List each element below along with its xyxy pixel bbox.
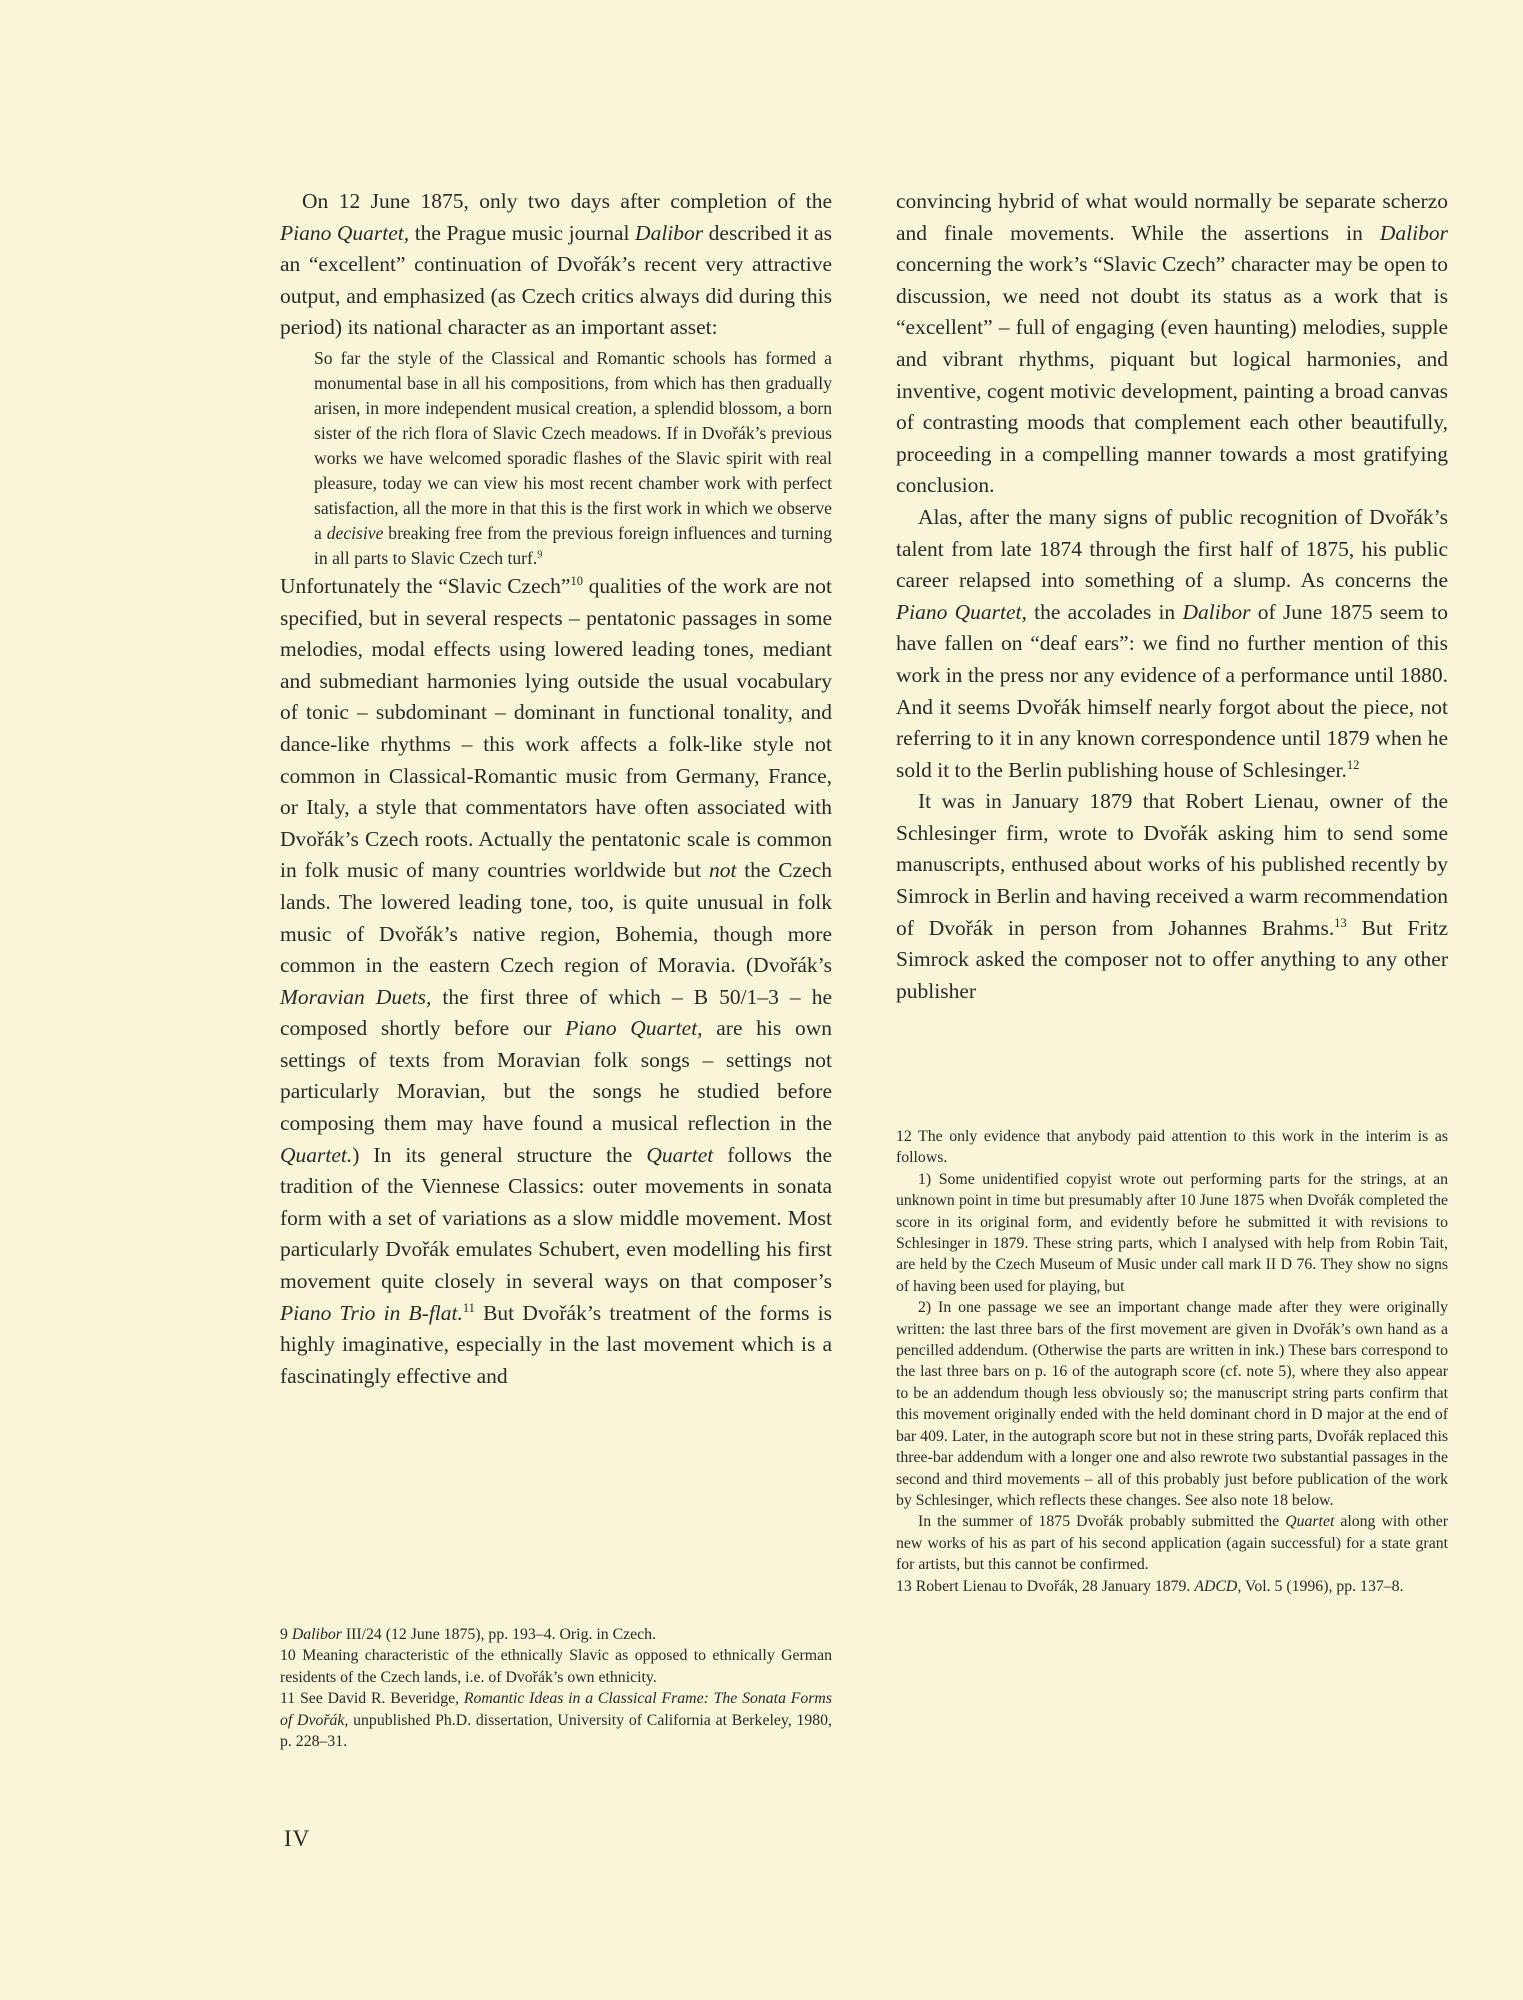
- text-run: along with other new works of his as part of his second application (again successful) for a state grant for artists, but this cannot be confirmed.: [896, 1513, 1448, 1574]
- text-run: III/24 (12 June 1875), pp. 193–4. Orig. in Czech.: [341, 1626, 657, 1643]
- footnote-continuation: [896, 1297, 1448, 1511]
- body-paragraph: [280, 186, 832, 344]
- text-run: 12 The only evidence that anybody paid attention to this work in the interim is as follows.: [896, 1128, 1448, 1167]
- text-run: convincing hybrid of what would normally be separate scherzo and finale movements. While the assertions in: [896, 189, 1448, 245]
- italic-text: Moravian Duets,: [280, 984, 432, 1009]
- footnote: [896, 1126, 1448, 1169]
- text-run: But Fritz Simrock asked the composer not to offer anything to any other publisher: [896, 915, 1448, 1003]
- text-run: described it as an “excellent” continuation of Dvořák’s recent very attractive output, and emphasized (as Czech critics always did during this period) its national character as an important asset:: [280, 220, 832, 340]
- text-run: On 12 June 1875, only two days after completion of the: [302, 189, 832, 213]
- body-paragraph: [896, 786, 1448, 1007]
- text-run: In the summer of 1875 Dvořák probably submitted the: [918, 1513, 1286, 1531]
- text-run: 13 Robert Lienau to Dvořák, 28 January 1879.: [896, 1577, 1195, 1595]
- text-run: Alas, after the many signs of public recognition of Dvořák’s talent from late 1874 through the first half of 1875, his public career relapsed into something of a slump. As concerns the: [896, 504, 1448, 593]
- text-run: So far the style of the Classical and Romantic schools has formed a monumental base in all his compositions, from which has then gradually arisen, in more independent musical creation, a splendid blossom, a born sister of the rich flora of Slavic Czech meadows. If in Dvořák’s previous works we have welcomed sporadic flashes of the Slavic spirit with real pleasure, today we can view his most recent chamber work with perfect satisfaction, all the more in that this is the first work in which we observe a: [314, 347, 832, 543]
- footnote-reference: 12: [1346, 757, 1360, 772]
- footnote-continuation: [896, 1169, 1448, 1297]
- body-paragraph: [896, 186, 1448, 502]
- italic-text: not: [708, 858, 737, 883]
- footnote: [280, 1645, 832, 1688]
- body-paragraph: [896, 502, 1448, 786]
- footnotes-right: [896, 1126, 1448, 1597]
- footnote-reference: 11: [462, 1300, 475, 1315]
- italic-text: decisive: [326, 522, 384, 543]
- italic-text: Romantic Ideas in a Classical Frame: The Sonata Forms of Dvořák,: [280, 1690, 832, 1729]
- italic-text: Dalibor: [1182, 599, 1251, 624]
- italic-text: Piano Quartet,: [896, 599, 1027, 624]
- block-quotation: [314, 346, 832, 571]
- italic-text: Quartet: [1285, 1513, 1335, 1531]
- text-run: 10 Meaning characteristic of the ethnically Slavic as opposed to ethnically German residents of the Czech lands, i.e. of Dvořák’s own ethnicity.: [280, 1647, 832, 1686]
- text-run: breaking free from the previous foreign influences and turning in all parts to Slavic Czech turf.: [314, 522, 832, 568]
- footnote: [280, 1688, 832, 1752]
- text-run: the first three of which – B 50/1–3 – he composed shortly before our: [280, 984, 832, 1041]
- italic-text: Piano Trio in B-flat.: [280, 1300, 463, 1325]
- italic-text: ADCD,: [1194, 1577, 1242, 1595]
- text-run: unpublished Ph.D. dissertation, University of California at Berkeley, 1980, p. 228–31.: [280, 1711, 832, 1751]
- page-number: IV: [284, 1826, 311, 1851]
- italic-text: Dalibor: [1379, 220, 1448, 245]
- right-column: [896, 186, 1448, 1007]
- text-run: Unfortunately the “Slavic Czech”: [280, 573, 571, 598]
- text-run: the Prague music journal: [409, 220, 636, 245]
- text-run: 9: [280, 1626, 292, 1643]
- text-run: But Dvořák’s treatment of the forms is highly imaginative, especially in the last movement which is a fascinatingly effective and: [280, 1300, 832, 1388]
- text-run: of June 1875 seem to have fallen on “deaf ears”: we find no further mention of this work in the press nor any evidence of a performance until 1880. And it seems Dvořák himself nearly forgot about the piece, not referring to it in any known correspondence until 1879 when he sold it to the Berlin publishing house of Schlesinger.: [896, 599, 1449, 782]
- footnote-continuation: [896, 1511, 1448, 1575]
- footnote: [280, 1624, 832, 1645]
- italic-text: Quartet: [646, 1142, 714, 1167]
- text-run: concerning the work’s “Slavic Czech” character may be open to discussion, we need not doubt its status as a work that is “excellent” – full of engaging (even haunting) melodies, supple and vibrant rhythms, piquant but logical harmonies, and inventive, cogent motivic development, painting a broad canvas of contrasting moods that complement each other beautifully, proceeding in a compelling manner towards a most gratifying conclusion.: [896, 252, 1448, 498]
- text-run: It was in January 1879 that Robert Lienau, owner of the Schlesinger firm, wrote to Dvořák asking him to send some manuscripts, enthused about works of his published recently by Simrock in Berlin and having received a warm recommendation of Dvořák in person from Johannes Brahms.: [896, 789, 1448, 940]
- footnote-reference: 9: [537, 549, 543, 561]
- text-run: Vol. 5 (1996), pp. 137–8.: [1241, 1577, 1404, 1595]
- footnotes-left: [280, 1624, 832, 1752]
- italic-text: Quartet.: [280, 1142, 353, 1167]
- italic-text: Piano Quartet,: [280, 220, 410, 245]
- body-paragraph: [280, 571, 832, 1392]
- text-run: 11 See David R. Beveridge,: [280, 1690, 464, 1708]
- footnote-reference: 10: [570, 573, 583, 588]
- text-run: are his own settings of texts from Moravian folk songs – settings not particularly Moravian, but the songs he studied before composing them may have found a musical reflection in the: [280, 1016, 832, 1136]
- text-run: 1) Some unidentified copyist wrote out performing parts for the strings, at an unknown point in time but presumably after 10 June 1875 when Dvořák completed the score in its original form, and evidently before he submitted it with revisions to Schlesinger in 1879. These string parts, which I analysed with help from Robin Tait, are held by the Czech Museum of Music under call mark II D 76. They show no signs of having been used for playing, but: [896, 1170, 1448, 1295]
- text-run: the accolades in: [1026, 599, 1183, 624]
- text-run: 2) In one passage we see an important change made after they were originally written: the last three bars of the first movement are given in Dvořák’s own hand as a pencilled addendum. (Otherwise the parts are written in ink.) These bars correspond to the last three bars on p. 16 of the autograph score (cf. note 5), where they also appear to be an addendum though less obviously so; the manuscript string parts confirm that this movement originally ended with the held dominant chord in D major at the end of bar 409. Later, in the autograph score but not in these string parts, Dvořák replaced this three-bar addendum with a longer one and also rewrote two substantial passages in the second and third movements – all of this probably just before publication of the work by Schlesinger, which reflects these changes. See also note 18 below.: [896, 1299, 1448, 1509]
- footnote: [896, 1576, 1448, 1597]
- left-column: [280, 186, 832, 1392]
- text-run: ) In its general structure the: [352, 1142, 647, 1167]
- text-run: follows the tradition of the Viennese Classics: outer movements in sonata form with a set of variations as a slow middle movement. Most particularly Dvořák emulates Schubert, even modelling his first movement quite closely in several ways on that composer’s: [280, 1142, 832, 1294]
- text-run: the Czech lands. The lowered leading tone, too, is quite unusual in folk music of Dvořák’s native region, Bohemia, though more common in the eastern Czech region of Moravia. (Dvořák’s: [280, 858, 832, 978]
- italic-text: Dalibor: [291, 1626, 342, 1643]
- italic-text: Dalibor: [635, 220, 704, 245]
- footnote-reference: 13: [1334, 915, 1347, 930]
- italic-text: Piano Quartet,: [565, 1016, 703, 1041]
- text-run: qualities of the work are not specified, but in several respects – pentatonic passages in some melodies, modal effects using lowered leading tones, mediant and submediant harmonies lying outside the usual vocabulary of tonic – subdominant – dominant in functional tonality, and dance-like rhythms – this work affects a folk-like style not common in Classical-Romantic music from Germany, France, or Italy, a style that commentators have often associated with Dvořák’s Czech roots. Actually the pentatonic scale is common in folk music of many countries worldwide but: [280, 573, 832, 883]
